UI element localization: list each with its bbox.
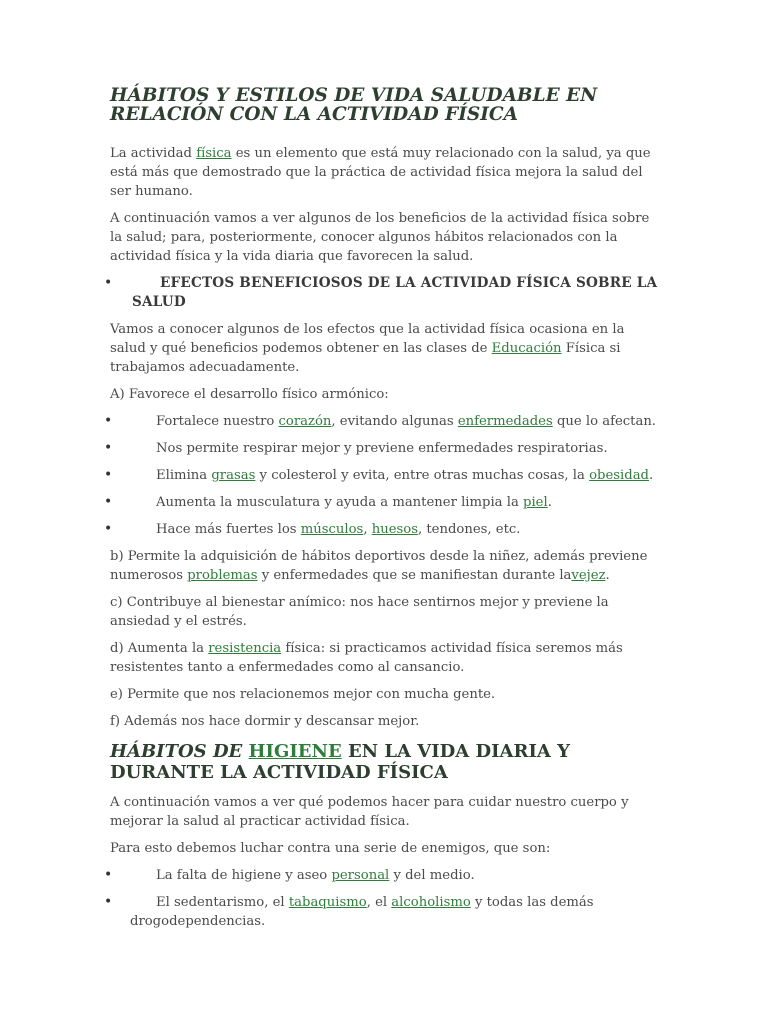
- text: Aumenta la musculatura y ayuda a mantener limpia la: [156, 495, 524, 510]
- text: y del medio.: [389, 868, 475, 883]
- text: .: [605, 568, 610, 583]
- link-enfermedades[interactable]: enfermedades: [457, 414, 553, 429]
- text: HÁBITOS DE: [110, 741, 249, 762]
- text: , el: [366, 895, 392, 910]
- link-tabaquismo[interactable]: tabaquismo: [288, 895, 367, 910]
- text: .: [649, 468, 654, 483]
- section-title-text: EFECTOS BENEFICIOSOS DE LA ACTIVIDAD FÍSICA SOBRE LA SALUD: [132, 275, 658, 310]
- paragraph-3: [110, 320, 662, 377]
- link-corazon[interactable]: corazón: [278, 414, 332, 429]
- list-item: • Nos permite respirar mejor y previene enfermedades respiratorias.: [110, 439, 662, 458]
- text: Física si trabajamos adecuadamente.: [110, 341, 621, 375]
- text: , evitando algunas: [331, 414, 458, 429]
- enemies-list: [110, 866, 662, 931]
- section-list: [110, 274, 662, 312]
- section-heading: [110, 274, 662, 312]
- text: b) Permite la adquisición de hábitos deportivos desde la niñez, además previene numerosos: [110, 549, 648, 583]
- text: es un elemento que está muy relacionado con la salud, ya que está más que demostrado que la práctica de actividad física mejora la salud del ser humano.: [110, 146, 651, 199]
- link-obesidad[interactable]: obesidad: [589, 468, 649, 483]
- text: y todas las demás: [470, 895, 594, 910]
- link-alcoholismo[interactable]: alcoholismo: [391, 895, 471, 910]
- intro-paragraph: [110, 144, 662, 201]
- text: La falta de higiene y aseo: [156, 868, 332, 883]
- link-piel[interactable]: piel: [523, 495, 548, 510]
- list-item: [110, 893, 662, 931]
- list-item: [110, 412, 662, 431]
- text: Elimina: [156, 468, 212, 483]
- paragraph-a: A) Favorece el desarrollo físico armónico:: [110, 387, 389, 402]
- link-fisica[interactable]: física: [196, 146, 232, 161]
- text: Hace más fuertes los: [156, 522, 301, 537]
- text: ,: [363, 522, 372, 537]
- text: drogodependencias.: [130, 914, 266, 929]
- section-title: [132, 275, 657, 310]
- paragraph-5: Para esto debemos luchar contra una serie de enemigos, que son:: [110, 841, 551, 856]
- link-personal[interactable]: personal: [331, 868, 390, 883]
- text: d) Aumenta la: [110, 641, 209, 656]
- link-educacion[interactable]: Educación: [491, 341, 562, 356]
- text: Fortalece nuestro: [156, 414, 279, 429]
- list-item: [110, 866, 662, 885]
- link-resistencia[interactable]: resistencia: [208, 641, 282, 656]
- text: que lo afectan.: [552, 414, 657, 429]
- text: , tendones, etc.: [417, 522, 521, 537]
- link-grasas[interactable]: grasas: [211, 468, 256, 483]
- paragraph-4: A continuación vamos a ver qué podemos hacer para cuidar nuestro cuerpo y mejorar la salud al practicar actividad física.: [110, 795, 629, 829]
- link-huesos[interactable]: huesos: [371, 522, 418, 537]
- link-higiene[interactable]: HIGIENE: [248, 741, 342, 762]
- text: El sedentarismo, el: [156, 895, 289, 910]
- text: Vamos a conocer algunos de los efectos que la actividad física ocasiona en la salud y qué beneficios podemos obtener en las clases de: [110, 322, 625, 356]
- paragraph-e: e) Permite que nos relacionemos mejor con mucha gente.: [110, 687, 496, 702]
- benefits-list: [110, 412, 662, 539]
- section-title-2: [110, 741, 662, 783]
- text: La actividad: [110, 146, 197, 161]
- text: física: si practicamos actividad física seremos más resistentes tanto a enfermedades como al cansancio.: [110, 641, 623, 675]
- link-problemas[interactable]: problemas: [187, 568, 258, 583]
- paragraph-d: [110, 639, 662, 677]
- paragraph-2: A continuación vamos a ver algunos de los beneficios de la actividad física sobre la salud; para, posteriormente, conocer algunos hábitos relacionados con la actividad física y la vida diaria que favorecen la salud.: [110, 211, 650, 264]
- list-item: [110, 493, 662, 512]
- paragraph-b: [110, 547, 662, 585]
- paragraph-c: c) Contribuye al bienestar anímico: nos hace sentirnos mejor y previene la ansiedad y el estrés.: [110, 595, 609, 629]
- list-item: [110, 520, 662, 539]
- paragraph-f: f) Además nos hace dormir y descansar mejor.: [110, 714, 420, 729]
- link-musculos[interactable]: músculos: [300, 522, 364, 537]
- link-vejez[interactable]: vejez: [571, 568, 606, 583]
- text: EN LA VIDA DIARIA Y DURANTE LA ACTIVIDAD FÍSICA: [110, 741, 570, 783]
- text: y enfermedades que se manifiestan durante la: [257, 568, 572, 583]
- text: y colesterol y evita, entre otras muchas cosas, la: [255, 468, 590, 483]
- list-item: [110, 466, 662, 485]
- page-title: HÁBITOS Y ESTILOS DE VIDA SALUDABLE EN RELACIÓN CON LA ACTIVIDAD FÍSICA: [110, 85, 598, 125]
- article-body: [110, 86, 662, 939]
- text: .: [547, 495, 552, 510]
